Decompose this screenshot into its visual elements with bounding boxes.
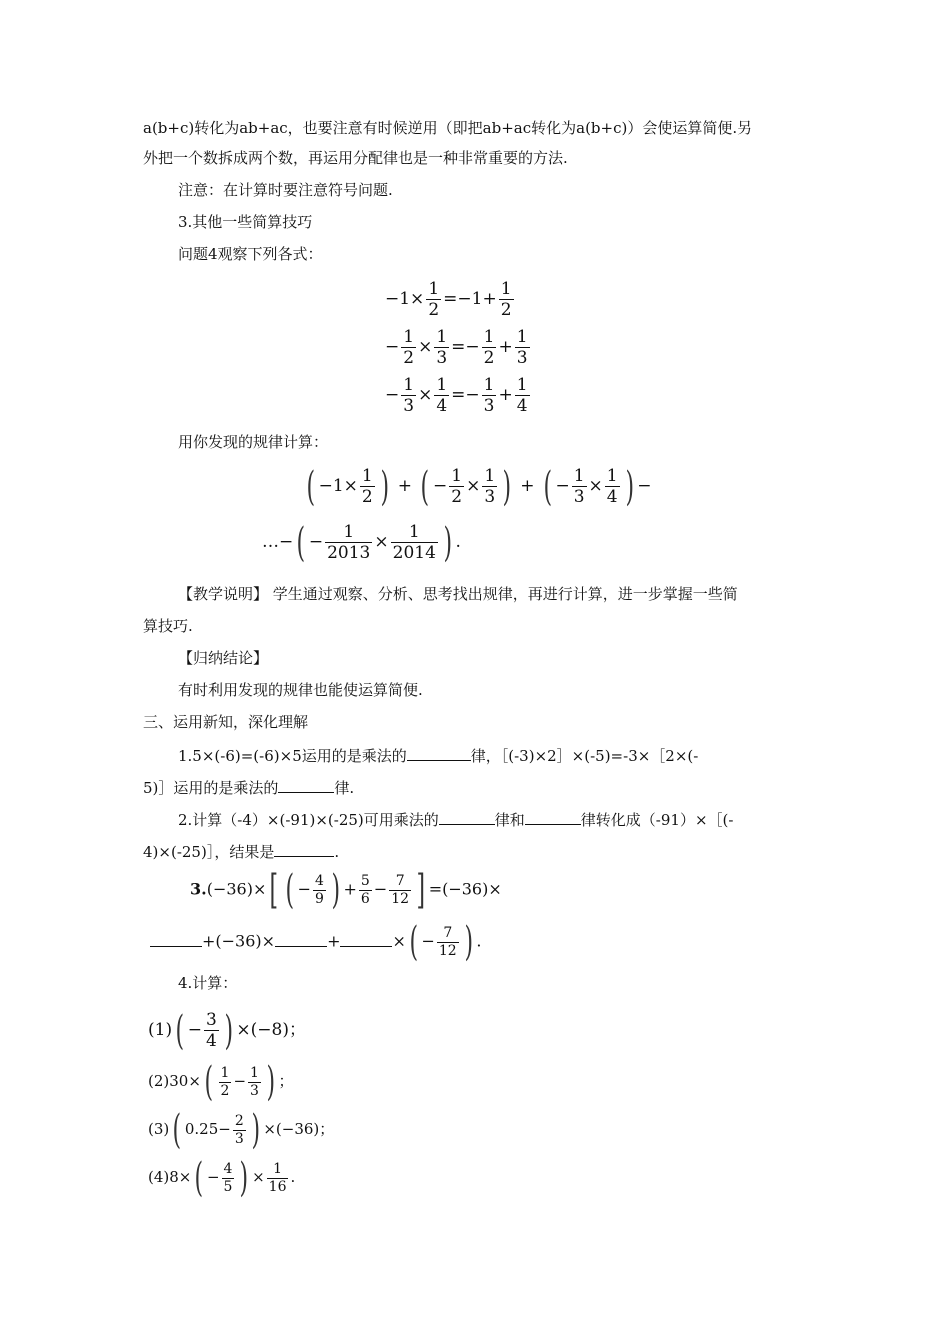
paragraph-line: 外把一个数拆成两个数，再运用分配律也是一种非常重要的方法. xyxy=(143,149,568,167)
right-paren: ) xyxy=(380,463,389,510)
fraction: $\frac{1}{2013}$ xyxy=(327,522,371,563)
left-paren: ( xyxy=(296,519,306,566)
q4-text: ； xyxy=(278,1072,294,1090)
q3-text: + xyxy=(343,879,357,899)
q1-text: 律. xyxy=(334,779,355,797)
right-paren: ) xyxy=(625,463,634,510)
left-paren: ( xyxy=(420,463,430,510)
calc-text: − xyxy=(637,476,652,496)
answer-blank[interactable] xyxy=(525,808,581,825)
answer-blank[interactable] xyxy=(274,840,334,857)
question-1-line2 xyxy=(143,776,354,798)
q4-text: (3) xyxy=(148,1120,170,1138)
q2-text: 2.计算（-4）×(-91)×(-25)可用乘法的 xyxy=(178,811,439,829)
fraction: $\frac{1}{2}$ xyxy=(500,279,512,320)
fraction: $\frac{1}{2}$ xyxy=(361,466,373,507)
question-4-title: 4.计算： xyxy=(178,974,238,992)
fraction: $\frac{1}{4}$ xyxy=(606,466,618,507)
fraction: $\frac{7}{12}$ xyxy=(438,924,457,959)
fraction: $\frac{1}{2}$ xyxy=(403,327,415,368)
calc-text: × xyxy=(374,532,389,552)
fraction: $\frac{1}{4}$ xyxy=(516,375,528,416)
right-paren: ) xyxy=(224,1007,233,1054)
right-paren: ) xyxy=(331,867,341,913)
eq-text: − xyxy=(385,337,400,357)
q4-text: (2)30× xyxy=(148,1072,201,1090)
answer-blank[interactable] xyxy=(278,776,334,793)
right-paren: ) xyxy=(464,919,473,965)
calc-text: − xyxy=(308,532,324,552)
fraction: $\frac{1}{3}$ xyxy=(436,327,448,368)
right-paren: ) xyxy=(239,1155,249,1201)
eq-text: =− xyxy=(451,337,480,357)
q4-text: − xyxy=(206,1168,220,1186)
answer-blank[interactable] xyxy=(439,808,495,825)
calc-text: × xyxy=(466,476,481,496)
q3-text: =(−36)× xyxy=(428,879,502,899)
left-bracket: [ xyxy=(269,867,279,913)
left-paren: ( xyxy=(204,1059,214,1105)
q2-text: . xyxy=(334,843,340,861)
calc-text: −1× xyxy=(318,476,358,496)
left-paren: ( xyxy=(172,1107,182,1153)
answer-blank[interactable] xyxy=(407,744,471,761)
left-paren: ( xyxy=(194,1155,204,1201)
q3-text: . xyxy=(476,931,482,951)
right-paren: ) xyxy=(251,1107,260,1153)
q3-text: +(−36)× xyxy=(202,931,276,951)
q4-text: . xyxy=(290,1168,296,1186)
section-heading: 3.其他一些简算技巧 xyxy=(178,213,313,231)
right-bracket: ] xyxy=(416,867,426,913)
left-paren: ( xyxy=(285,867,295,913)
eq-text: − xyxy=(385,385,400,405)
fraction: $\frac{1}{2}$ xyxy=(220,1064,230,1099)
calc-text: …− xyxy=(262,532,294,552)
conclusion-text: 有时利用发现的规律也能使运算简便. xyxy=(178,681,423,699)
q4-text: ×(−8)； xyxy=(236,1020,306,1040)
instruction-text: 用你发现的规律计算： xyxy=(178,433,329,451)
q4-text: 0.25− xyxy=(184,1120,231,1138)
answer-blank[interactable] xyxy=(150,930,202,947)
q2-text: 律转化成（-91）×［(- xyxy=(580,811,734,829)
q3-text: − xyxy=(297,879,311,899)
calc-text: − xyxy=(433,476,448,496)
fraction: $\frac{1}{2014}$ xyxy=(392,522,436,563)
fraction: $\frac{1}{2}$ xyxy=(428,279,440,320)
eq-text: + xyxy=(498,385,513,405)
conclusion-label: 【归纳结论】 xyxy=(178,649,269,667)
calc-text: − xyxy=(555,476,570,496)
q3-number: 3. xyxy=(190,879,207,899)
question-2-line2 xyxy=(143,840,339,862)
problem-intro: 问题4观察下列各式： xyxy=(178,245,323,263)
equation-2 xyxy=(385,327,532,368)
fraction: $\frac{7}{12}$ xyxy=(391,872,410,907)
left-paren: ( xyxy=(175,1007,185,1054)
section-heading: 三、运用新知，深化理解 xyxy=(143,713,309,731)
equation-3 xyxy=(385,375,532,416)
fraction: $\frac{1}{3}$ xyxy=(516,327,528,368)
calc-text: × xyxy=(588,476,603,496)
question-4-part2 xyxy=(148,1059,294,1105)
question-2-line1 xyxy=(178,808,733,830)
right-paren: ) xyxy=(443,519,452,566)
calc-text: + xyxy=(397,476,413,496)
eq-text: × xyxy=(418,385,433,405)
q1-text: 5)］运用的是乘法的 xyxy=(143,779,279,797)
q1-text: 1.5×(-6)=(-6)×5运用的是乘法的 xyxy=(178,747,407,765)
left-paren: ( xyxy=(543,463,552,510)
left-paren: ( xyxy=(409,919,418,965)
question-4-part3 xyxy=(148,1107,335,1153)
question-3-line1 xyxy=(190,867,502,913)
answer-blank[interactable] xyxy=(340,930,392,947)
eq-text: × xyxy=(418,337,433,357)
eq-text: =−1+ xyxy=(443,289,497,309)
q1-text: 律，［(-3)×2］×(-5)=-3×［2×(- xyxy=(470,747,699,765)
q4-text: (1) xyxy=(148,1020,173,1040)
fraction: $\frac{1}{3}$ xyxy=(250,1064,259,1099)
fraction: $\frac{4}{9}$ xyxy=(314,872,324,907)
q2-text: 律和 xyxy=(494,811,525,829)
q2-text: 4)×(-25)］，结果是 xyxy=(143,843,275,861)
q4-text: − xyxy=(187,1020,202,1040)
calc-expression-line1 xyxy=(303,463,652,510)
question-3-line2 xyxy=(150,919,482,965)
q4-text: (4)8× xyxy=(148,1168,192,1186)
q3-text: + xyxy=(327,931,341,951)
paragraph-line: a(b+c)转化为ab+ac，也要注意有时候逆用（即把ab+ac转化为a(b+c)）会使运算简便.另 xyxy=(143,119,753,137)
fraction: $\frac{3}{4}$ xyxy=(205,1010,217,1051)
teaching-note-text: 学生通过观察、分析、思考找出规律，再进行计算，进一步掌握一些简 xyxy=(272,585,738,603)
q3-text: (−36)× xyxy=(206,879,267,899)
teaching-note-label: 【教学说明】 xyxy=(178,585,269,603)
fraction: $\frac{1}{3}$ xyxy=(484,466,496,507)
q3-text: − xyxy=(373,879,388,899)
fraction: $\frac{2}{3}$ xyxy=(234,1112,244,1147)
equation-1 xyxy=(385,279,516,320)
question-4-part1 xyxy=(148,1007,306,1054)
fraction: $\frac{1}{4}$ xyxy=(436,375,448,416)
fraction: $\frac{1}{3}$ xyxy=(483,375,495,416)
teaching-note xyxy=(178,584,738,604)
fraction: $\frac{5}{6}$ xyxy=(360,872,370,907)
right-paren: ) xyxy=(266,1059,276,1105)
note-text: 注意：在计算时要注意符号问题. xyxy=(178,181,393,199)
fraction: $\frac{4}{5}$ xyxy=(223,1160,233,1195)
eq-text: =− xyxy=(451,385,480,405)
fraction: $\frac{1}{16}$ xyxy=(268,1160,287,1195)
left-paren: ( xyxy=(306,463,316,510)
question-4-part4 xyxy=(148,1155,296,1201)
calc-expression-line2 xyxy=(262,519,461,566)
eq-text: −1× xyxy=(385,289,425,309)
q4-text: − xyxy=(233,1072,247,1090)
eq-text: + xyxy=(498,337,513,357)
fraction: $\frac{1}{2}$ xyxy=(483,327,495,368)
teaching-note-cont: 算技巧. xyxy=(143,617,193,635)
fraction: $\frac{1}{2}$ xyxy=(451,466,463,507)
fraction: $\frac{1}{3}$ xyxy=(573,466,585,507)
q4-text: ×(−36)； xyxy=(263,1120,335,1138)
q4-text: × xyxy=(252,1168,265,1186)
answer-blank[interactable] xyxy=(275,930,327,947)
calc-text: . xyxy=(455,532,461,552)
fraction: $\frac{1}{3}$ xyxy=(403,375,415,416)
question-1-line1 xyxy=(178,744,698,766)
q3-text: − xyxy=(421,931,435,951)
right-paren: ) xyxy=(502,463,512,510)
calc-text: + xyxy=(520,476,535,496)
q3-text: × xyxy=(392,931,406,951)
